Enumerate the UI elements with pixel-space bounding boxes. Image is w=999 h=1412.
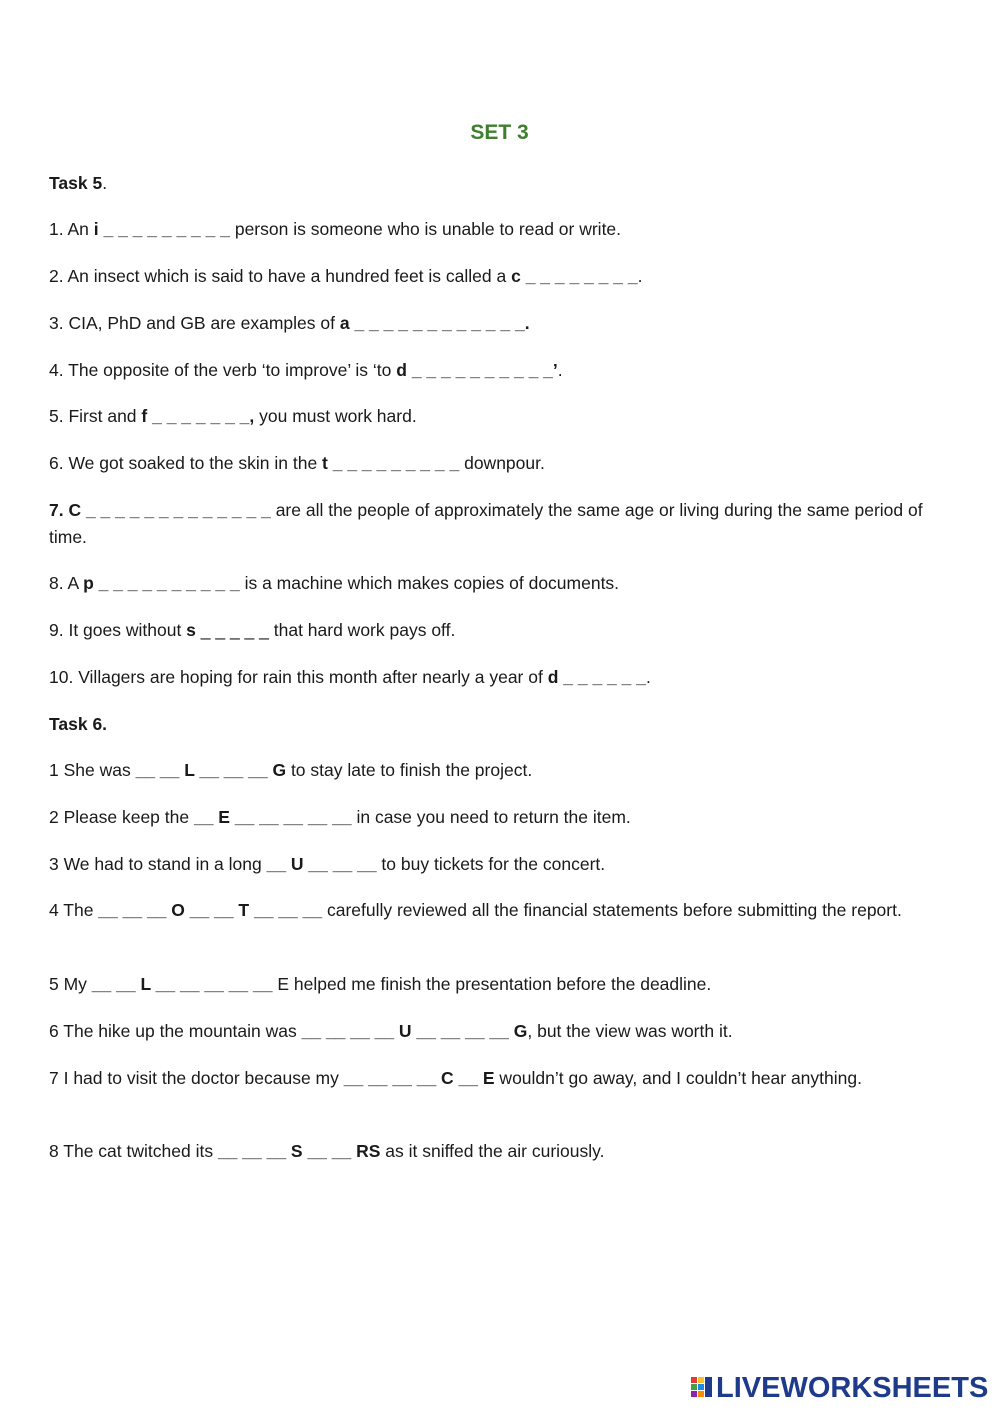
task6-item-3: [49, 851, 944, 878]
item-text: 10. Villagers are hoping for rain this month after nearly a year of: [49, 667, 548, 687]
task5-item-6: [49, 450, 944, 477]
task5-item-4: [49, 357, 944, 384]
item-text: 4. The opposite of the verb ‘to improve’ is ‘to: [49, 360, 397, 380]
item-text: 5. First and: [49, 406, 142, 426]
item-text: 3 We had to stand in a long: [49, 854, 267, 874]
task5-item-5: [49, 403, 944, 430]
task6-item-4: [49, 897, 944, 924]
item-text: in case you need to return the item.: [351, 807, 631, 827]
task5-item-8: [49, 570, 944, 597]
item-blank: __ U __ __ __: [266, 854, 377, 874]
item-text: wouldn’t go away, and I couldn’t hear anything.: [494, 1068, 862, 1088]
item-text: E helped me finish the presentation before the deadline.: [272, 974, 712, 994]
page-title: SET 3: [470, 121, 529, 144]
task5-item-3: [49, 310, 944, 337]
item-text: 8. A: [49, 573, 84, 593]
task6-item-6: [49, 1018, 944, 1045]
item-text: 5 My: [49, 974, 92, 994]
item-text: 1 She was: [49, 760, 136, 780]
item-text: downpour.: [459, 453, 545, 473]
item-text: you must work hard.: [254, 406, 417, 426]
item-text: to stay late to finish the project.: [286, 760, 533, 780]
item-text: 6 The hike up the mountain was: [49, 1021, 302, 1041]
item-text: , but the view was worth it.: [527, 1021, 733, 1041]
item-text: 7 I had to visit the doctor because my: [49, 1068, 344, 1088]
task6-item-1: [49, 757, 944, 784]
item-text: is a machine which makes copies of documents.: [239, 573, 620, 593]
task5-item-2: [49, 263, 944, 290]
item-text: .: [645, 667, 651, 687]
liveworksheets-logo-icon: [691, 1375, 713, 1401]
item-blank: f _ _ _ _ _ _ _,: [141, 406, 255, 426]
item-text: 2. An insect which is said to have a hundred feet is called a: [49, 266, 512, 286]
item-blank: __ __ L __ __ __ G: [135, 760, 287, 780]
item-blank: t _ _ _ _ _ _ _ _ _: [322, 453, 460, 473]
item-blank: s: [186, 620, 196, 640]
item-text: carefully reviewed all the financial statements before submitting the report.: [322, 900, 902, 920]
item-blank: __ __ __ O __ __ T __ __ __: [98, 900, 323, 920]
item-blank: __ __ L __ __ __ __ __: [91, 974, 273, 994]
item-text: 6. We got soaked to the skin in the: [49, 453, 323, 473]
task5-item-7: [49, 497, 944, 551]
task5-item-1: [49, 216, 944, 243]
item-blank: d _ _ _ _ _ _: [547, 667, 646, 687]
task-5-heading-text: Task 5: [49, 173, 103, 193]
item-blank: __ __ __ __ U __ __ __ __ G: [301, 1021, 528, 1041]
item-text: are all the people of approximately the same age or living during the same period of time.: [49, 500, 923, 547]
item-text: as it sniffed the air curiously.: [380, 1141, 605, 1161]
item-blank: d _ _ _ _ _ _ _ _ _ _’: [396, 360, 558, 380]
item-text: 3. CIA, PhD and GB are examples of: [49, 313, 340, 333]
task6-item-7: [49, 1065, 944, 1092]
item-text: 2 Please keep the: [49, 807, 194, 827]
task-6-heading: Task 6.: [49, 714, 108, 734]
liveworksheets-logo-text: LIVEWORKSHEETS: [716, 1372, 989, 1404]
item-blank: p _ _ _ _ _ _ _ _ _ _: [83, 573, 240, 593]
item-text: 1. An: [49, 219, 94, 239]
item-text: .: [557, 360, 563, 380]
item-text: .: [637, 266, 643, 286]
item-blank: i _ _ _ _ _ _ _ _ _: [93, 219, 230, 239]
task6-item-2: [49, 804, 944, 831]
task6-item-5: [49, 971, 944, 998]
item-text: _ _ _ _ _ that hard work pays off.: [195, 620, 456, 640]
item-blank: __ E __ __ __ __ __: [193, 807, 352, 827]
task-5-heading-suffix: .: [102, 173, 108, 193]
item-text: 9. It goes without: [49, 620, 187, 640]
item-text: 8 The cat twitched its: [49, 1141, 218, 1161]
item-blank: __ __ __ __ C __ E: [343, 1068, 495, 1088]
item-blank: __ __ __ S __ __ RS: [217, 1141, 381, 1161]
item-blank: 7. C _ _ _ _ _ _ _ _ _ _ _ _ _: [49, 500, 271, 520]
item-text: to buy tickets for the concert.: [376, 854, 606, 874]
task5-item-9: [49, 617, 944, 644]
item-text: 4 The: [49, 900, 99, 920]
task-5-heading: [49, 173, 107, 194]
task5-item-10: [49, 664, 944, 691]
liveworksheets-logo-link[interactable]: [691, 1371, 988, 1405]
item-blank: a _ _ _ _ _ _ _ _ _ _ _ _.: [339, 313, 530, 333]
item-blank: c _ _ _ _ _ _ _ _: [511, 266, 638, 286]
item-text: person is someone who is unable to read or write.: [229, 219, 622, 239]
task6-item-8: [49, 1138, 944, 1165]
